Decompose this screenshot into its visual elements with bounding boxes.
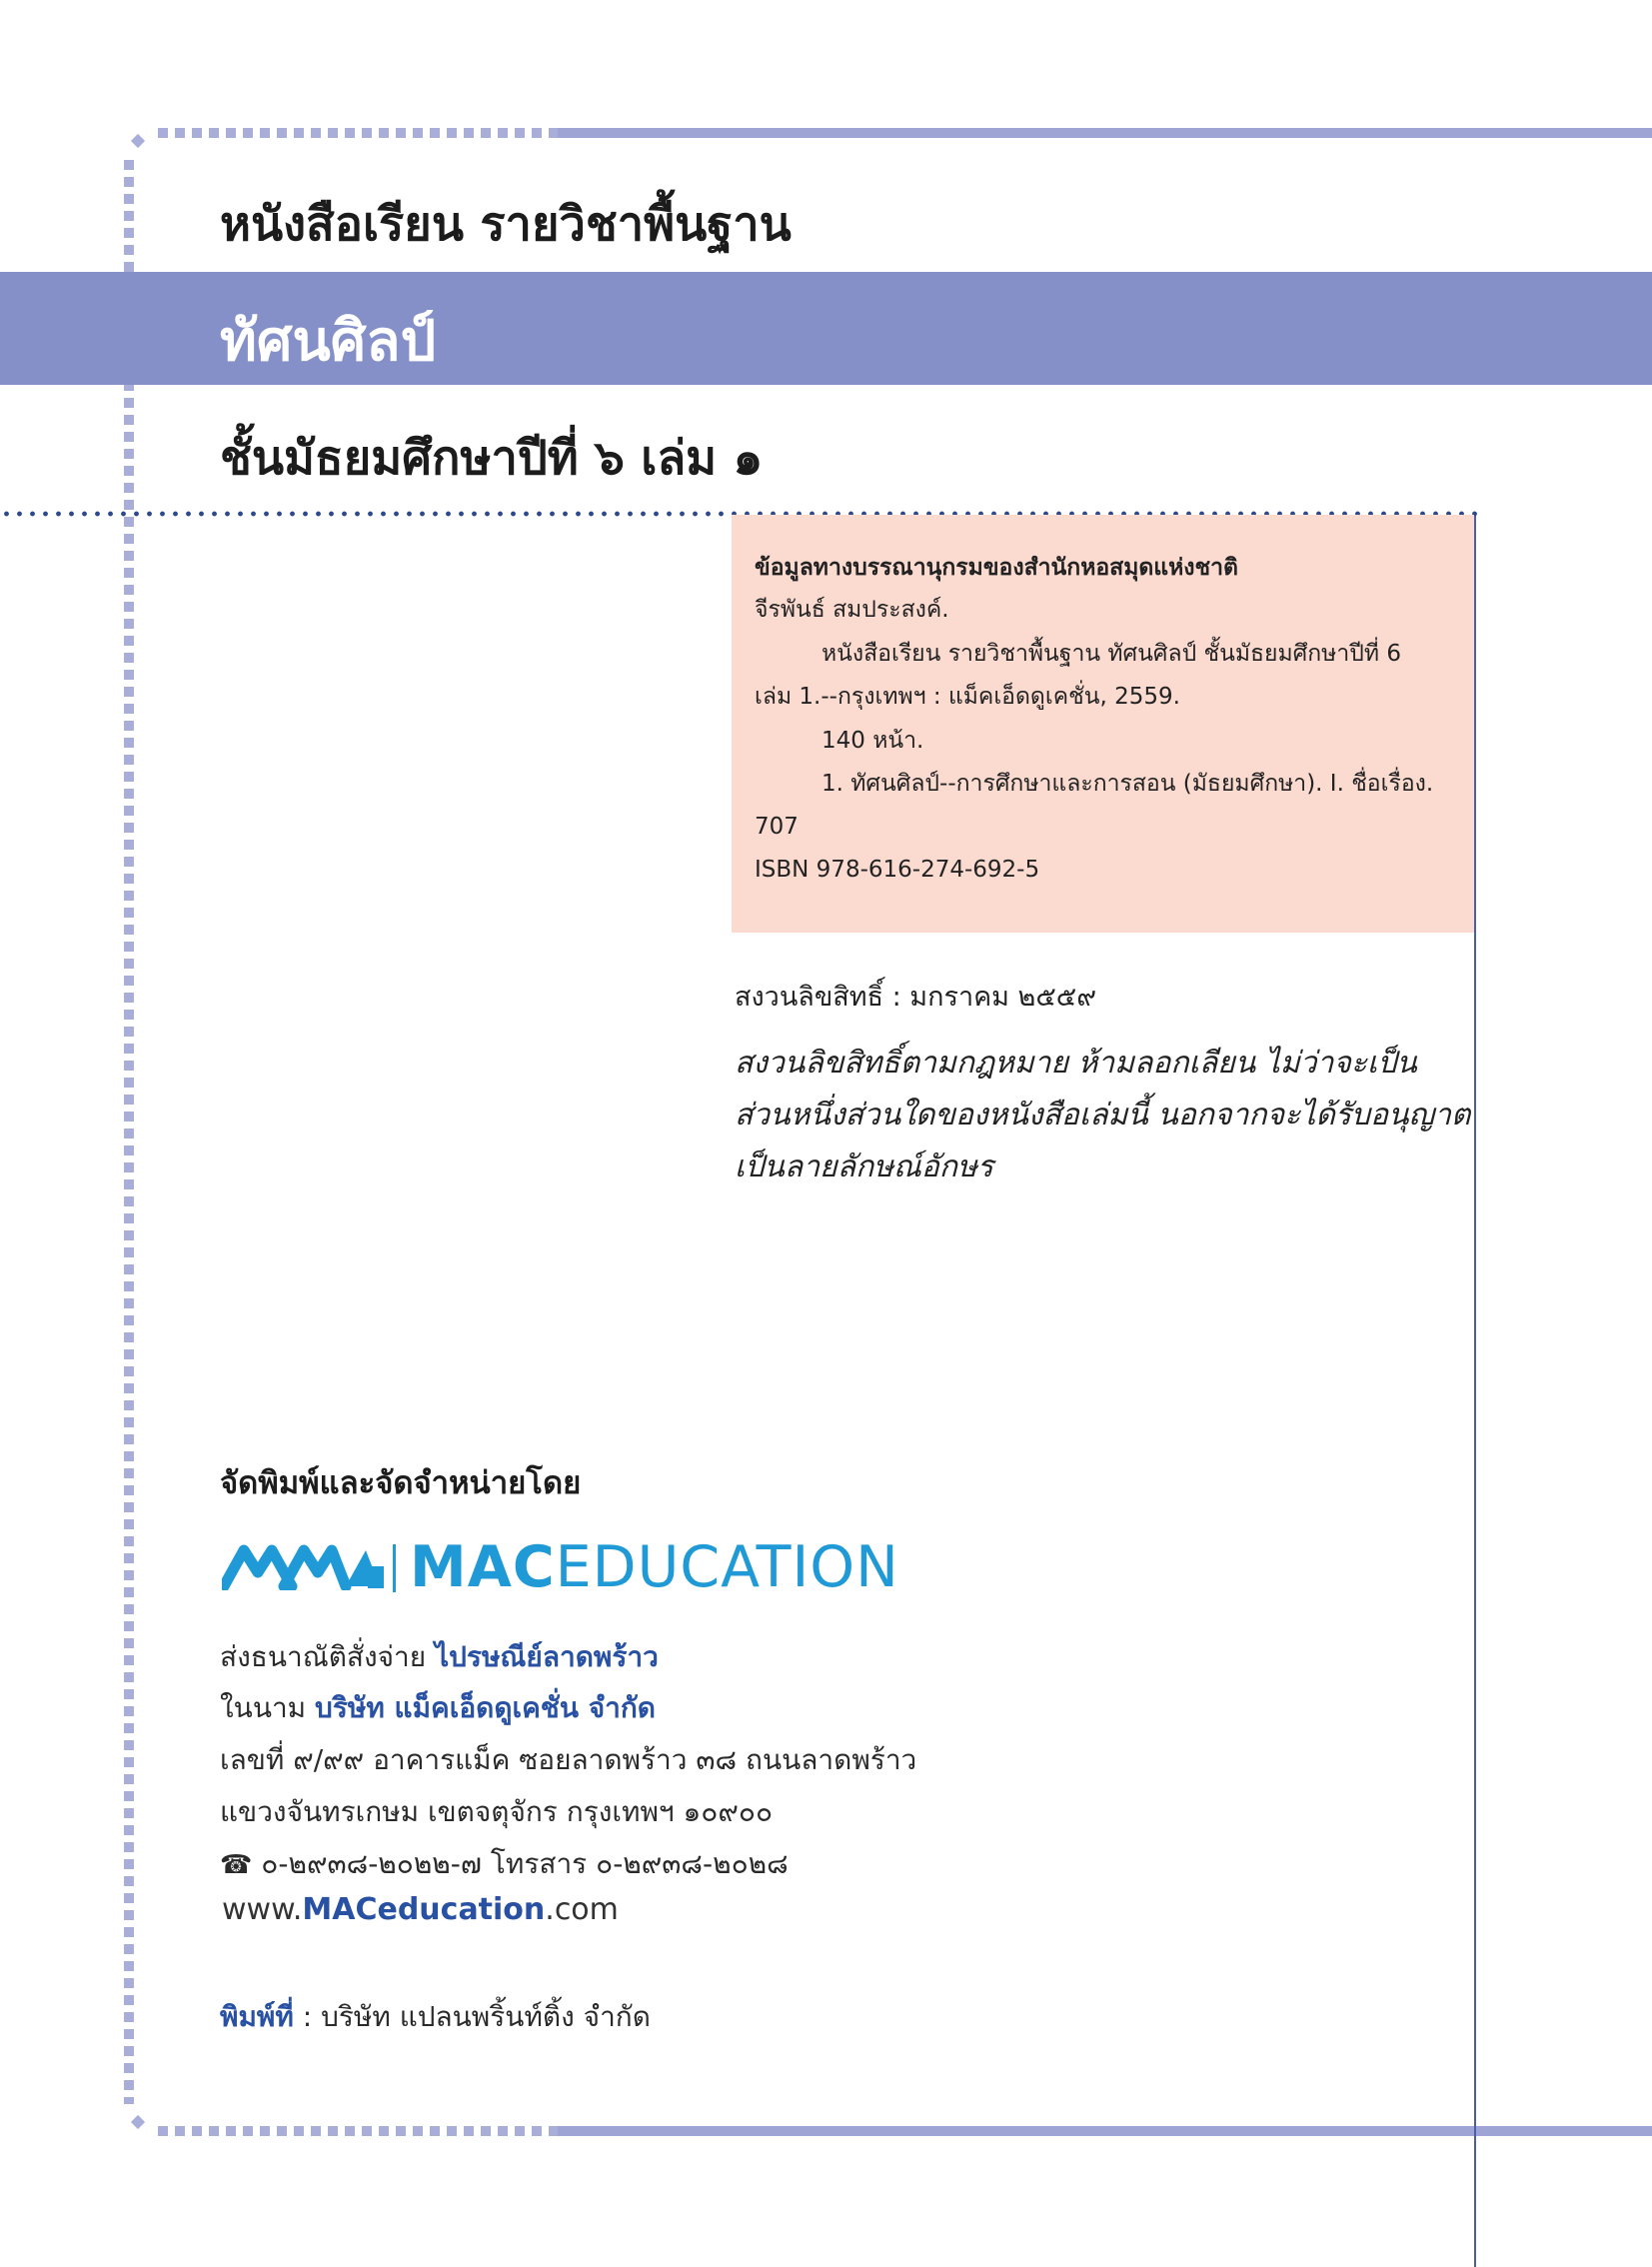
- payee-prefix: ในนาม: [220, 1691, 316, 1724]
- cip-title-line2: เล่ม 1.--กรุงเทพฯ : แม็คเอ็ดดูเคชั่น, 2559.: [755, 684, 1180, 710]
- mac-logo-icon: [222, 1544, 384, 1590]
- frame-bottom-solid: [558, 2126, 1652, 2136]
- frame-corner-top: [131, 134, 145, 148]
- printer-value: : บริษัท แปลนพริ้นท์ติ้ง จำกัด: [293, 2000, 651, 2033]
- copyright-notice-line1: สงวนลิขสิทธิ์ตามกฎหมาย ห้ามลอกเลียน ไม่ว่าจะเป็น: [735, 1046, 1417, 1081]
- payee-line: [220, 1686, 656, 1730]
- order-line: [220, 1635, 659, 1679]
- series-title: หนังสือเรียน รายวิชาพื้นฐาน: [220, 197, 792, 252]
- logo-divider: [393, 1544, 396, 1592]
- cip-box: [732, 515, 1474, 933]
- web-prefix: www.: [222, 1892, 303, 1927]
- phone-icon: ☎: [220, 1850, 253, 1880]
- cip-title-line1: หนังสือเรียน รายวิชาพื้นฐาน ทัศนศิลป์ ชั้นมัธยมศึกษาปีที่ 6: [822, 641, 1401, 667]
- logo-suffix: EDUCATION: [555, 1534, 899, 1600]
- frame-top-solid: [558, 128, 1652, 138]
- copyright-date: สงวนลิขสิทธิ์ : มกราคม ๒๕๕๙: [735, 982, 1096, 1013]
- website-link[interactable]: [222, 1892, 619, 1927]
- phone-numbers: ๐-๒๙๓๘-๒๐๒๒-๗ โทรสาร ๐-๒๙๓๘-๒๐๒๘: [261, 1847, 789, 1880]
- printer-line: [220, 1995, 651, 2039]
- phone-line: [220, 1842, 789, 1886]
- frame-top-dashed: [158, 128, 558, 138]
- address-line2: แขวงจันทรเกษม เขตจตุจักร กรุงเทพฯ ๑๐๙๐๐: [220, 1795, 774, 1828]
- order-prefix: ส่งธนาณัติสั่งจ่าย: [220, 1640, 436, 1673]
- order-postoffice: ไปรษณีย์ลาดพร้าว: [435, 1640, 659, 1673]
- grade-title: ชั้นมัธยมศึกษาปีที่ ๖ เล่ม ๑: [220, 431, 764, 486]
- frame-left-dashed: [124, 160, 134, 2104]
- payee-company: บริษัท แม็คเอ็ดดูเคชั่น จำกัด: [315, 1691, 656, 1724]
- copyright-notice-line3: เป็นลายลักษณ์อักษร: [735, 1149, 993, 1184]
- cip-author: จีรพันธ์ สมประสงค์.: [755, 597, 949, 623]
- copyright-notice-line2: ส่วนหนึ่งส่วนใดของหนังสือเล่มนี้ นอกจากจะได้รับอนุญาต: [735, 1098, 1471, 1133]
- frame-corner-bottom: [131, 2115, 145, 2129]
- web-brand: MACeducation: [302, 1892, 546, 1927]
- mac-education-logo: [410, 1534, 899, 1600]
- subject-title: ทัศนศิลป์: [220, 309, 437, 374]
- printer-label: พิมพ์ที่: [220, 2000, 294, 2033]
- address-line1: เลขที่ ๙/๙๙ อาคารแม็ค ซอยลาดพร้าว ๓๘ ถนนลาดพร้าว: [220, 1743, 917, 1776]
- cip-heading: ข้อมูลทางบรรณานุกรมของสำนักหอสมุดแห่งชาติ: [755, 555, 1238, 581]
- web-suffix: .com: [545, 1892, 619, 1927]
- publisher-heading: จัดพิมพ์และจัดจำหน่ายโดย: [220, 1465, 582, 1501]
- cip-classification: 707: [755, 814, 799, 840]
- cip-subject: 1. ทัศนศิลป์--การศึกษาและการสอน (มัธยมศึกษา). I. ชื่อเรื่อง.: [822, 771, 1434, 797]
- logo-brand: MAC: [410, 1534, 556, 1600]
- right-vertical-rule: [1474, 516, 1476, 2267]
- cip-isbn: ISBN 978-616-274-692-5: [755, 857, 1040, 883]
- cip-pages: 140 หน้า.: [822, 728, 924, 754]
- frame-bottom-dashed: [158, 2126, 558, 2136]
